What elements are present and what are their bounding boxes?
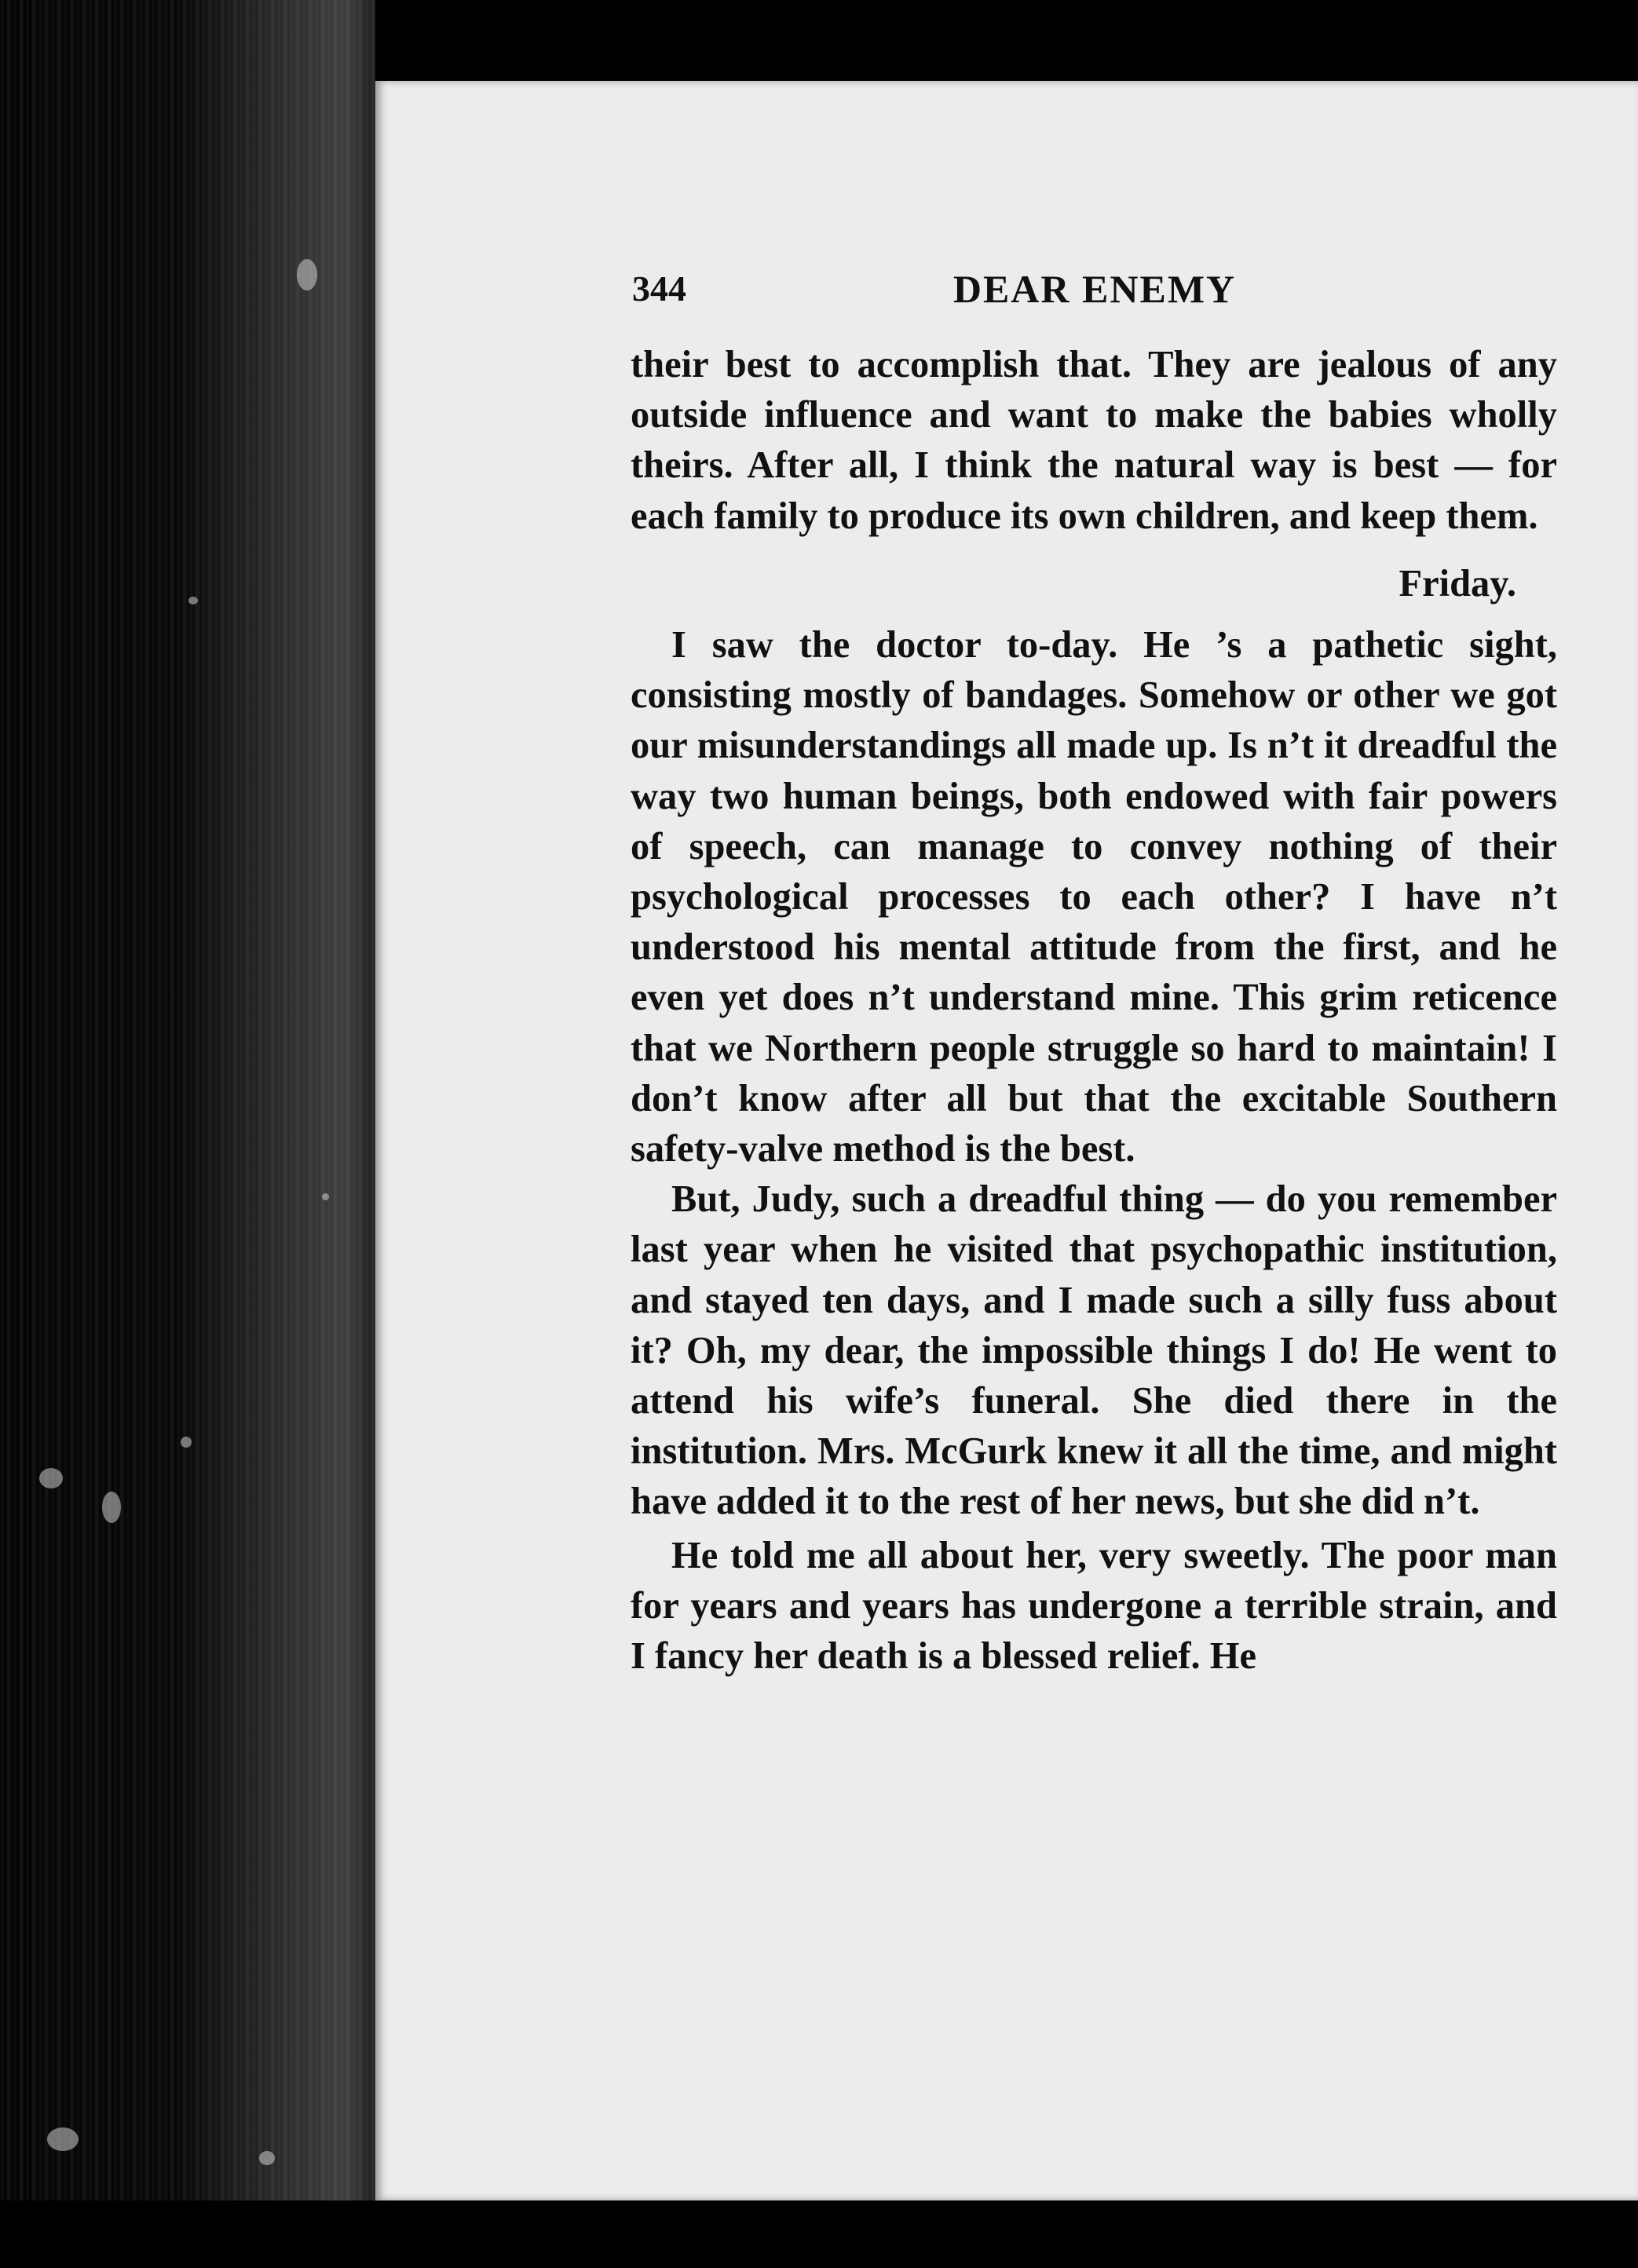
book-edge <box>0 0 375 2268</box>
dust-speck <box>297 259 317 290</box>
paragraph: He told me all about her, very sweetly. The poor man for years and years has undergone a terrible strain, and I fancy her death is a blessed relief. He <box>631 1534 1557 1678</box>
dust-speck <box>259 2151 275 2165</box>
dust-speck <box>102 1492 121 1523</box>
body-text <box>631 340 1557 1682</box>
page-number: 344 <box>632 268 686 309</box>
page <box>375 81 1638 2200</box>
continued-paragraph: their best to accomplish that. They are jealous of any outside influence and want to make the babies wholly theirs. After all, I think the natural way is best — for each family to produce its own children, and keep them. <box>631 344 1557 537</box>
paragraph: I saw the doctor to-day. He ’s a pathetic sight, consisting mostly of bandages. Somehow or other we got our misunderstandings all made up. Is n’t it dreadful the way two human beings, both endowed with fair powers of speech, can manage to convey nothing of their psychological processes to each other? I have n’t understood his mental attitude from the first, and he even yet does n’t understand mine. This grim reticence that we Northern people struggle so hard to maintain! I don’t know after all but that the excitable Southern safety-valve method is the best. <box>631 624 1557 1171</box>
book-title: DEAR ENEMY <box>952 267 1237 311</box>
paragraph: But, Judy, such a dreadful thing — do you remember last year when he visited that psychopathic institution, and stayed ten days, and I made such a silly fuss about it? Oh, my dear, the impossible things I do! He went to attend his wife’s funeral. She died there in the institution. Mrs. McGurk knew it all the time, and might have added it to the rest of her news, but she did n’t. <box>631 1178 1557 1523</box>
dust-speck <box>322 1193 329 1200</box>
dust-speck <box>181 1437 192 1448</box>
dateline: Friday. <box>1399 562 1516 604</box>
dust-speck <box>188 597 198 604</box>
scan-bottom-border <box>0 2200 1638 2268</box>
running-head <box>632 254 1557 324</box>
dust-speck <box>47 2127 79 2151</box>
dust-speck <box>39 1468 63 1488</box>
